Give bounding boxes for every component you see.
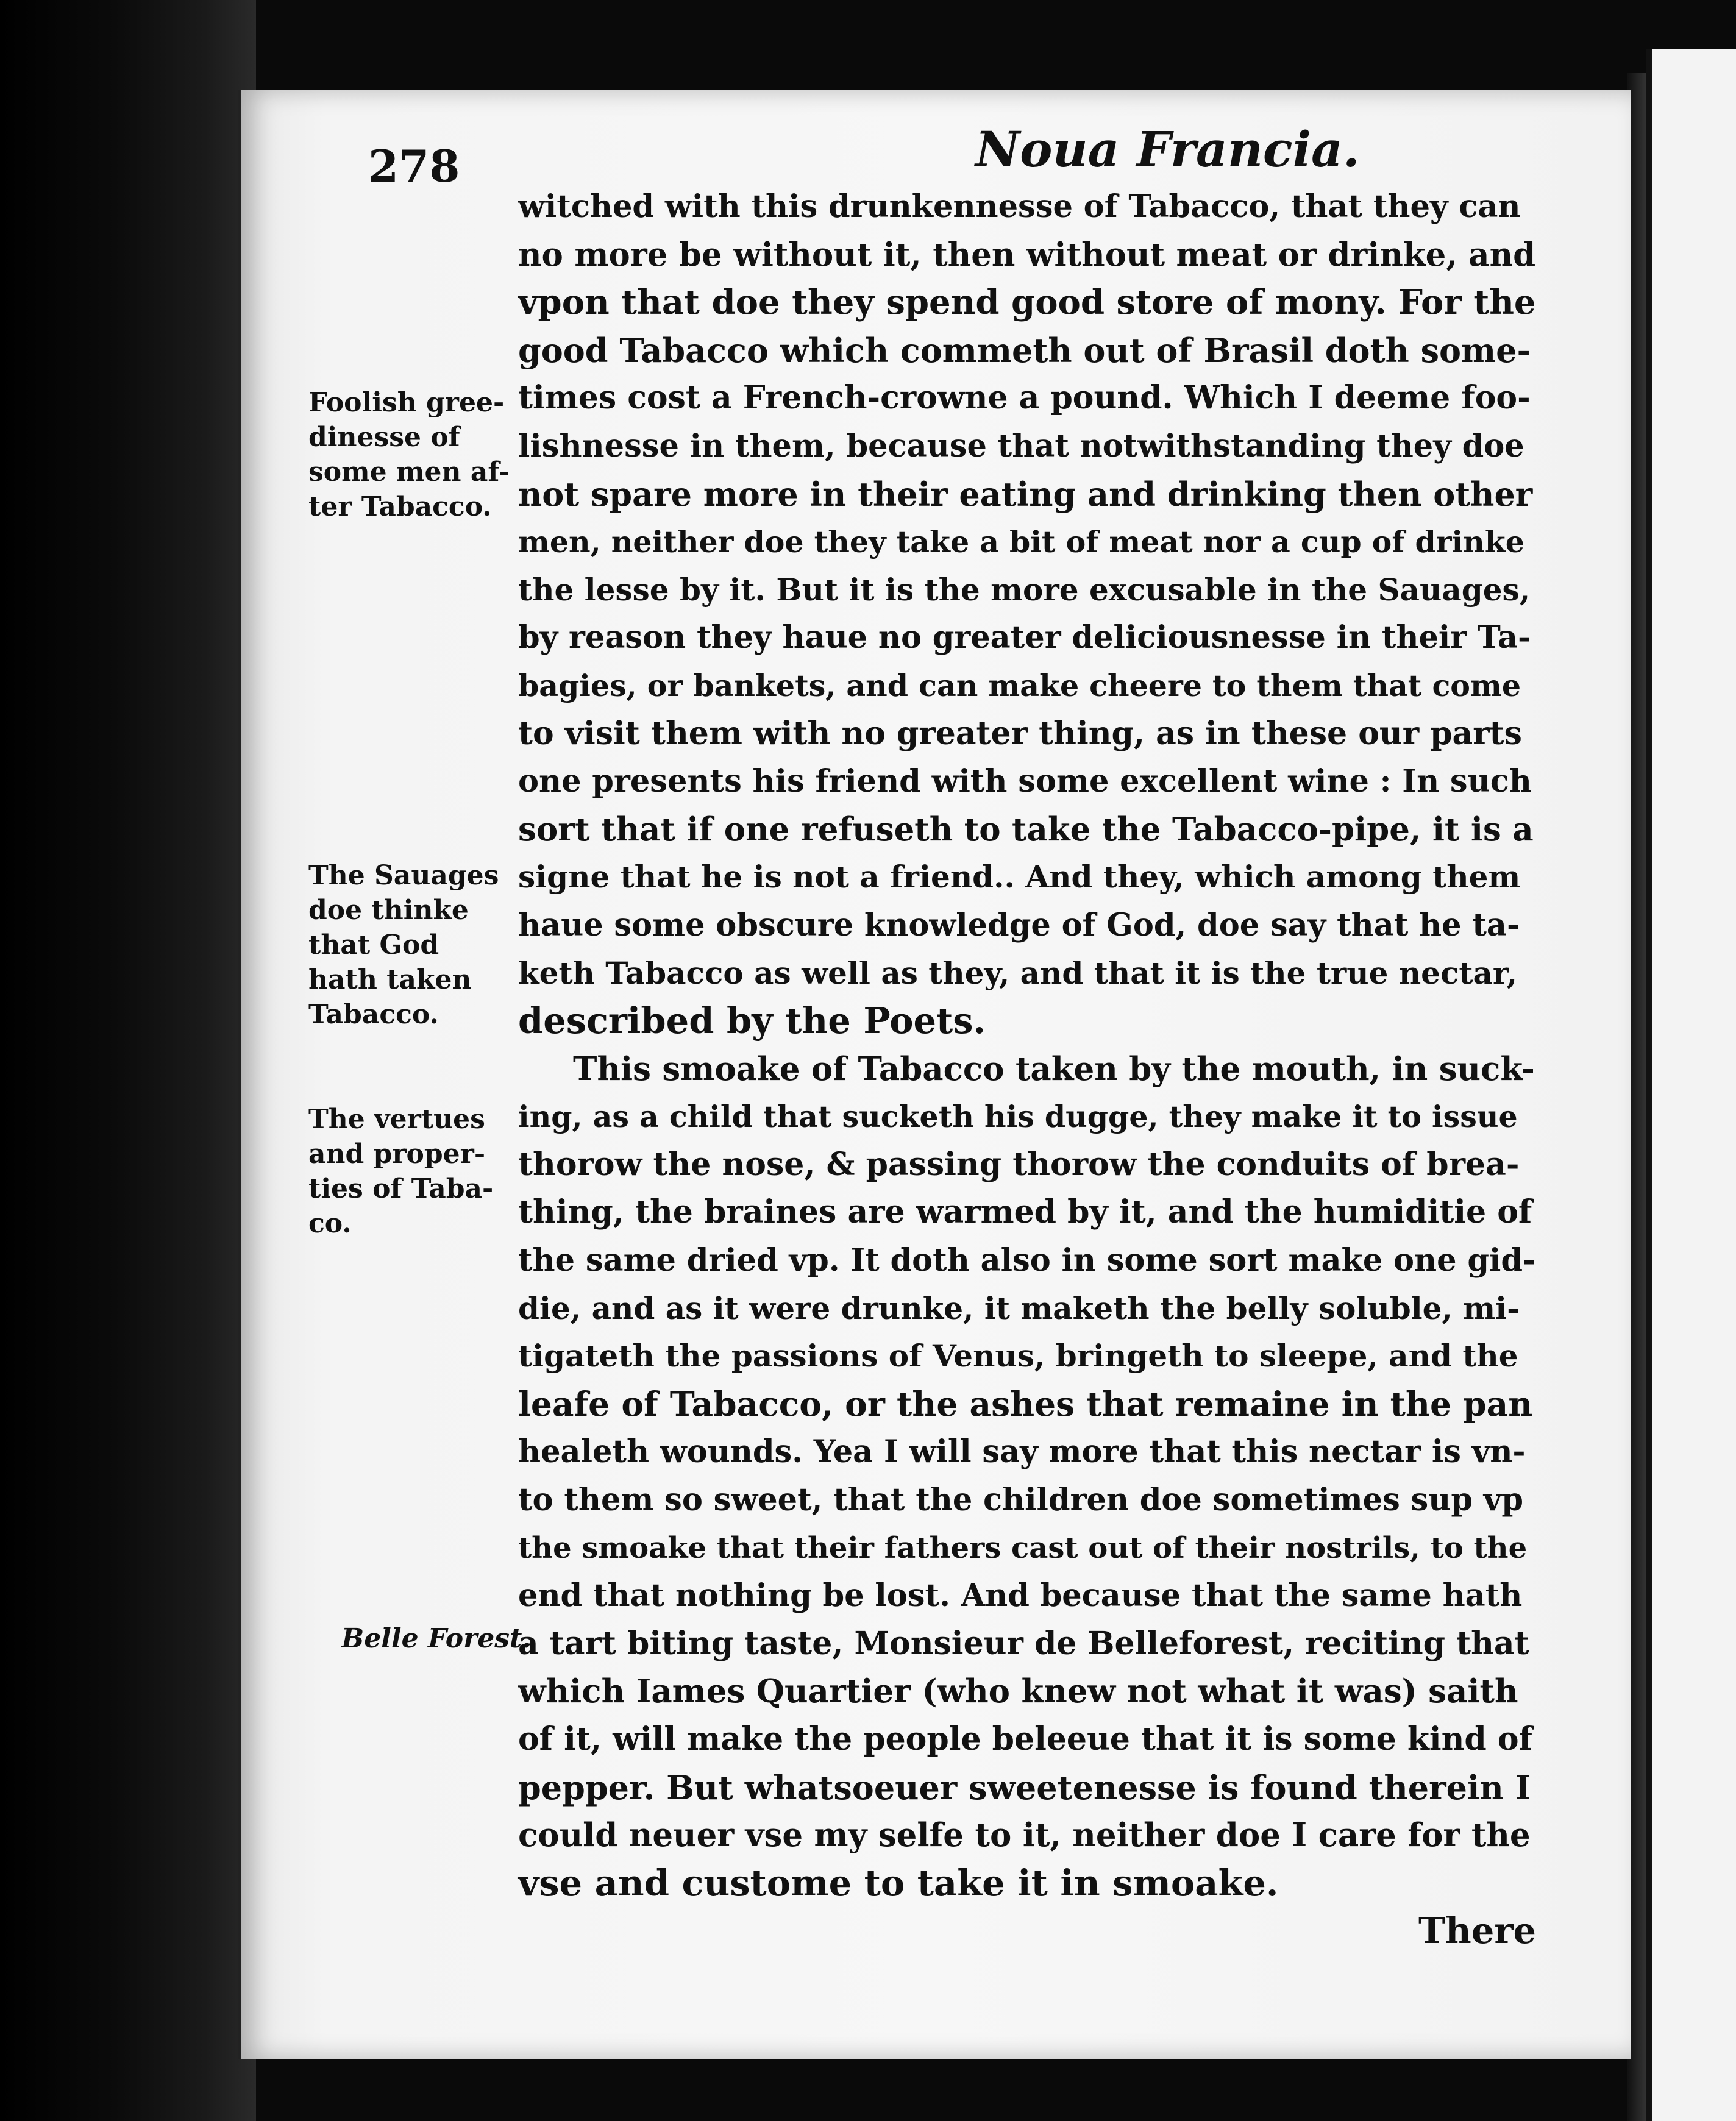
side-note-belle-forest — [341, 1621, 549, 1656]
side-note-line: that God — [308, 929, 439, 961]
text-line: good Tabacco which commeth out of Brasil doth some- — [518, 330, 1531, 370]
text-line: ing, as a child that sucketh his dugge, they make it to issue — [518, 1099, 1518, 1135]
text-line: times cost a French-crowne a pound. Which I deeme foo- — [518, 379, 1531, 417]
text-line: signe that he is not a friend.. And they, which among them — [518, 859, 1521, 895]
side-note-line: The Sauages — [308, 860, 499, 891]
text-line: by reason they haue no greater deliciousnesse in their Ta- — [518, 619, 1531, 656]
text-line: a tart biting taste, Monsieur de Belleforest, reciting that — [518, 1624, 1529, 1662]
text-line: of it, will make the people beleeue that it is some kind of — [518, 1721, 1532, 1758]
text-line: to visit them with no greater thing, as in these our parts — [518, 714, 1522, 752]
text-line: not spare more in their eating and drinking then other — [518, 474, 1533, 514]
text-line: the lesse by it. But it is the more excusable in the Sauages, — [518, 571, 1531, 608]
text-line: tigateth the passions of Venus, bringeth to sleepe, and the — [518, 1338, 1518, 1374]
side-note-line: co. — [308, 1208, 352, 1239]
text-line: the same dried vp. It doth also in some sort make one gid- — [518, 1242, 1536, 1279]
text-line: which Iames Quartier (who knew not what it was) saith — [518, 1672, 1518, 1711]
side-note-line: ter Tabacco. — [308, 491, 492, 522]
side-note-line: Tabacco. — [308, 999, 439, 1030]
side-note-line: hath taken — [308, 964, 472, 995]
text-line: vse and custome to take it in smoake. — [518, 1861, 1279, 1904]
body-text — [518, 183, 1536, 1955]
text-line: vpon that doe they spend good store of mony. For the — [518, 282, 1536, 323]
text-line: thorow the nose, & passing thorow the conduits of brea- — [518, 1145, 1520, 1183]
side-note-line: some men af- — [308, 457, 510, 488]
text-line: bagies, or bankets, and can make cheere to them that come — [518, 667, 1521, 703]
side-note-foolish-greedinesse — [308, 385, 516, 524]
side-note-sauages-god — [308, 858, 516, 1032]
facing-page-edge — [1646, 49, 1736, 2121]
text-line: men, neither doe they take a bit of meat nor a cup of drinke — [518, 524, 1524, 560]
text-line: leafe of Tabacco, or the ashes that remaine in the pan — [518, 1384, 1533, 1424]
binding-gutter — [0, 0, 256, 2121]
side-note-line: doe thinke — [308, 895, 469, 926]
side-note-vertues-of-tabaco — [308, 1102, 516, 1241]
text-line: keth Tabacco as well as they, and that it is the true nectar, — [518, 954, 1518, 991]
side-note-line: dinesse of — [308, 422, 460, 453]
text-line: could neuer vse my selfe to it, neither doe I care for the — [518, 1816, 1531, 1855]
text-line: pepper. But whatsoeuer sweetenesse is found therein I — [518, 1768, 1531, 1807]
side-note-line: Belle Forest. — [341, 1623, 532, 1654]
text-line: haue some obscure knowledge of God, doe say that he ta- — [518, 906, 1520, 943]
text-line: thing, the braines are warmed by it, and the humiditie of — [518, 1193, 1532, 1231]
text-line: the smoake that their fathers cast out of their nostrils, to the — [518, 1530, 1528, 1565]
text-line: die, and as it were drunke, it maketh the belly soluble, mi- — [518, 1290, 1520, 1326]
page-header — [0, 108, 1736, 192]
text-line: described by the Poets. — [518, 1000, 986, 1042]
text-line: healeth wounds. Yea I will say more that this nectar is vn- — [518, 1434, 1526, 1471]
text-line: to them so sweet, that the children doe sometimes sup vp — [518, 1482, 1524, 1519]
text-line: sort that if one refuseth to take the Tabacco-pipe, it is a — [518, 810, 1534, 848]
page-number: 278 — [368, 140, 460, 192]
text-line: no more be without it, then without meat or drinke, and — [518, 235, 1536, 274]
running-head: Noua Francia. — [975, 121, 1360, 178]
side-note-line: The vertues — [308, 1104, 485, 1135]
text-line: This smoake of Tabacco taken by the mouth, in suck- — [573, 1050, 1535, 1088]
text-line: end that nothing be lost. And because that the same hath — [518, 1577, 1523, 1615]
side-note-line: and proper- — [308, 1139, 486, 1170]
catchword: There — [1418, 1910, 1536, 1952]
text-line: one presents his friend with some excellent wine : In such — [518, 763, 1532, 800]
side-note-line: ties of Taba- — [308, 1173, 494, 1204]
text-line: lishnesse in them, because that notwithstanding they doe — [518, 427, 1524, 464]
text-line: witched with this drunkennesse of Tabacco, that they can — [518, 188, 1521, 225]
side-note-line: Foolish gree- — [308, 387, 505, 418]
